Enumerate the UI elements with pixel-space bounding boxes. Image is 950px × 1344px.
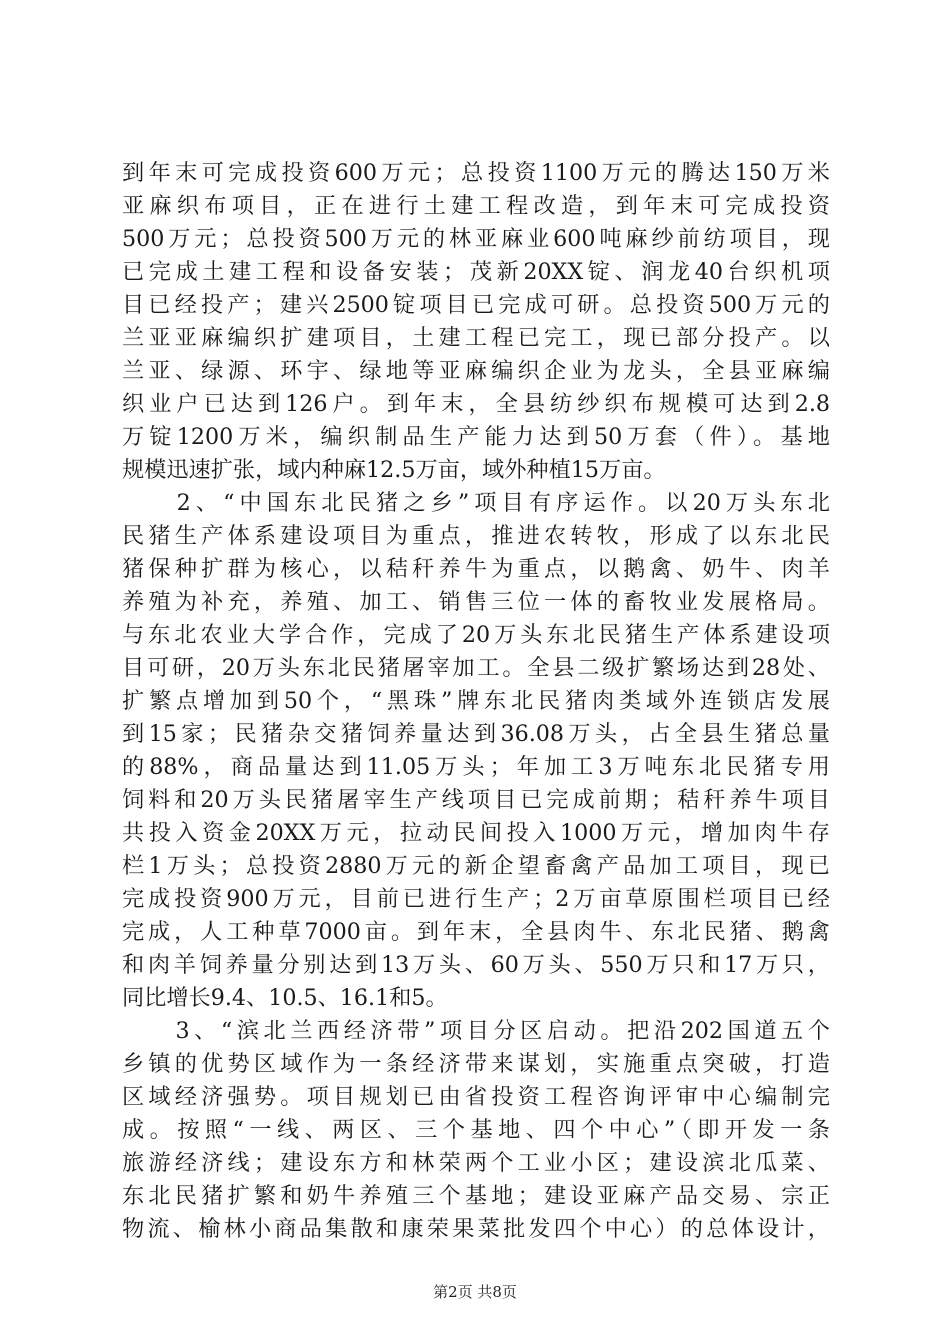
text-line-12: 民猪生产体系建设项目为重点，推进农转牧，形成了以东北民 bbox=[122, 523, 830, 549]
text-line-15: 与东北农业大学合作，完成了20万头东北民猪生产体系建设项 bbox=[122, 622, 830, 648]
text-line-13: 猪保种扩群为核心，以秸秆养牛为重点，以鹅禽、奶牛、肉羊 bbox=[122, 556, 830, 582]
text-line-30: 成。按照“一线、两区、三个基地、四个中心”（即开发一条 bbox=[122, 1117, 830, 1143]
text-line-18: 到15家；民猪杂交猪饲养量达到36.08万头，占全县生猪总量 bbox=[122, 721, 830, 747]
text-line-4: 已完成土建工程和设备安装；茂新20XX锭、润龙40台织机项 bbox=[122, 259, 830, 285]
text-line-14: 养殖为补充，养殖、加工、销售三位一体的畜牧业发展格局。 bbox=[122, 589, 830, 615]
text-line-21: 共投入资金20XX万元，拉动民间投入1000万元，增加肉牛存 bbox=[122, 820, 830, 846]
page-number-footer: 第2页 共8页 bbox=[433, 1283, 517, 1301]
text-line-22: 栏1万头；总投资2880万元的新企望畜禽产品加工项目，现已 bbox=[122, 853, 830, 879]
text-line-7: 兰亚、绿源、环宇、绿地等亚麻编织企业为龙头，全县亚麻编 bbox=[122, 358, 830, 384]
text-line-2: 亚麻织布项目，正在进行土建工程改造，到年末可完成投资 bbox=[122, 193, 830, 219]
text-line-17: 扩繁点增加到50个，“黑珠”牌东北民猪肉类域外连锁店发展 bbox=[122, 688, 830, 714]
text-line-33: 物流、榆林小商品集散和康荣果菜批发四个中心）的总体设计， bbox=[122, 1216, 830, 1242]
text-line-19: 的88%，商品量达到11.05万头；年加工3万吨东北民猪专用 bbox=[122, 754, 830, 780]
body-text bbox=[122, 157, 830, 1246]
text-line-31: 旅游经济线；建设东方和林荣两个工业小区；建设滨北瓜菜、 bbox=[122, 1150, 830, 1176]
text-line-3: 500万元；总投资500万元的林亚麻业600吨麻纱前纺项目，现 bbox=[122, 226, 830, 252]
text-line-24: 完成，人工种草7000亩。到年末，全县肉牛、东北民猪、鹅禽 bbox=[122, 919, 830, 945]
text-line-10: 规模迅速扩张，域内种麻12.5万亩，域外种植15万亩。 bbox=[122, 457, 666, 483]
text-line-27: 3、“滨北兰西经济带”项目分区启动。把沿202国道五个 bbox=[122, 1018, 830, 1044]
text-line-28: 乡镇的优势区域作为一条经济带来谋划，实施重点突破，打造 bbox=[122, 1051, 830, 1077]
text-line-11: 2、“中国东北民猪之乡”项目有序运作。以20万头东北 bbox=[122, 490, 830, 516]
text-line-25: 和肉羊饲养量分别达到13万头、60万头、550万只和17万只， bbox=[122, 952, 830, 978]
text-line-5: 目已经投产；建兴2500锭项目已完成可研。总投资500万元的 bbox=[122, 292, 830, 318]
text-line-32: 东北民猪扩繁和奶牛养殖三个基地；建设亚麻产品交易、宗正 bbox=[122, 1183, 830, 1209]
text-line-20: 饲料和20万头民猪屠宰生产线项目已完成前期；秸秆养牛项目 bbox=[122, 787, 830, 813]
text-line-1: 到年末可完成投资600万元；总投资1100万元的腾达150万米 bbox=[122, 160, 830, 186]
text-line-9: 万锭1200万米，编织制品生产能力达到50万套（件）。基地 bbox=[122, 424, 830, 450]
text-line-16: 目可研，20万头东北民猪屠宰加工。全县二级扩繁场达到28处、 bbox=[122, 655, 830, 681]
text-line-23: 完成投资900万元，目前已进行生产；2万亩草原围栏项目已经 bbox=[122, 886, 830, 912]
text-line-26: 同比增长9.4、10.5、16.1和5。 bbox=[122, 985, 448, 1011]
text-line-8: 织业户已达到126户。到年末，全县纺纱织布规模可达到2.8 bbox=[122, 391, 830, 417]
text-line-29: 区域经济强势。项目规划已由省投资工程咨询评审中心编制完 bbox=[122, 1084, 830, 1110]
text-line-6: 兰亚亚麻编织扩建项目，土建工程已完工，现已部分投产。以 bbox=[122, 325, 830, 351]
